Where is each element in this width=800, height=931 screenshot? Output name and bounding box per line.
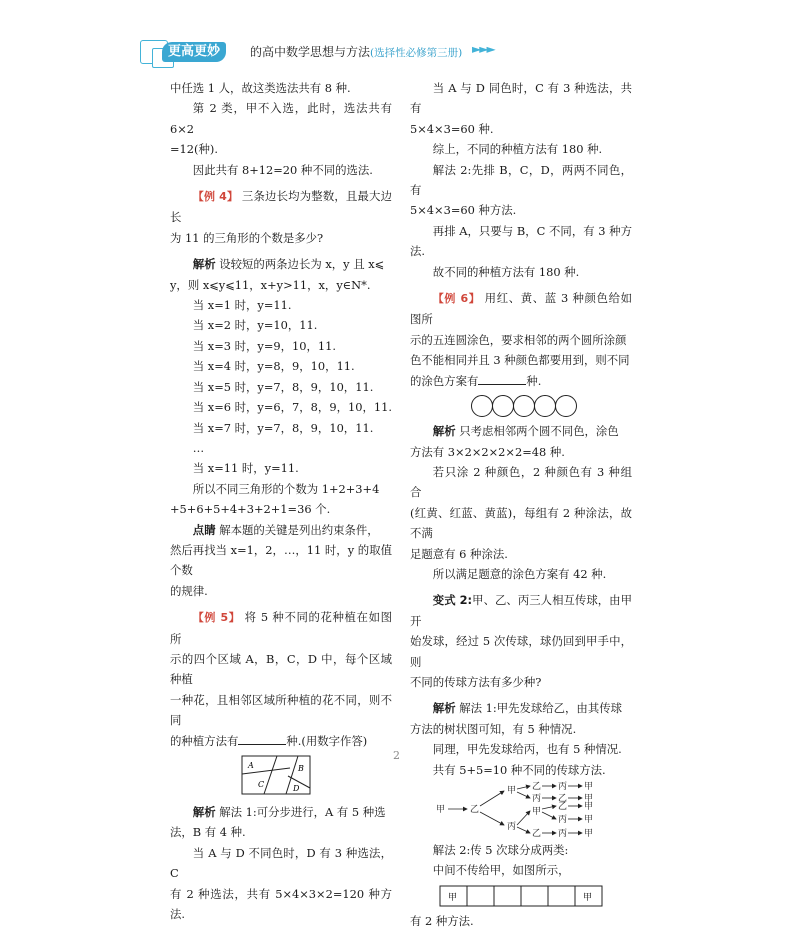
- region-label: B: [298, 764, 304, 773]
- tree-node: 乙: [532, 829, 542, 839]
- tree-node: 丙: [532, 794, 542, 804]
- text-line: 解法 2:传 5 次球分成两类:: [432, 843, 569, 857]
- text-line: 中间不传给甲，如图所示，: [432, 863, 570, 878]
- text-line: (红黄、红蓝、黄蓝)，每组有 2 种涂法，故不满: [410, 505, 632, 541]
- text-line: 所以满足题意的涂色方案有 42 种.: [432, 566, 607, 581]
- page-header: [140, 38, 560, 68]
- book-title: [250, 43, 462, 60]
- case-line: 当 x=11 时，y=11.: [192, 461, 299, 476]
- example-4-question: 【例 4】 三条边长均为整数，且最大边长: [170, 189, 393, 225]
- example-5-solution: 解析 解法 1:可分步进行，A 有 5 种选: [192, 805, 386, 819]
- text-line: =12(种).: [170, 142, 218, 157]
- variant-2-question: 变式 2:甲、乙、丙三人相互传球，由甲开: [410, 593, 632, 628]
- text-line: 不同的传球方法有多少种?: [410, 674, 542, 689]
- text-line: 所以不同三角形的个数为 1+2+3+4: [192, 481, 380, 496]
- tree-node: 丙: [507, 822, 517, 832]
- text-line: 的涂色方案有 种.: [410, 373, 542, 388]
- region-label: C: [258, 780, 265, 789]
- text-line: 共有 5+5=10 种不同的传球方法.: [432, 762, 606, 777]
- tree-node: 甲: [584, 829, 594, 839]
- text-line: 综上，不同的种植方法有 180 种.: [432, 142, 603, 157]
- tree-node: 乙: [558, 794, 568, 804]
- example-4-solution: 解析 设较短的两条边长为 x，y 且 x⩽: [192, 257, 385, 272]
- text-line: 当 A 与 D 不同色时，D 有 3 种选法，C: [170, 845, 392, 881]
- example-6-solution: 解析 只考虑相邻两个圆不同色，涂色: [432, 424, 619, 439]
- answer-blank: [478, 372, 526, 385]
- text-line: 因此共有 8+12=20 种不同的选法.: [192, 162, 373, 177]
- tree-node: 甲: [584, 794, 594, 804]
- text-line: 第 2 类，甲不入选，此时，选法共有 6×2: [170, 101, 392, 136]
- text-line: 示的五连圆涂色，要求相邻的两个圆所涂颜: [410, 332, 627, 347]
- tree-node: 甲: [507, 786, 517, 796]
- solution-label: 解析: [192, 257, 216, 272]
- case-line: 当 x=5 时，y=7，8，9，10，11.: [192, 379, 374, 394]
- region-figure: [170, 754, 392, 798]
- text-line: 若只涂 2 种颜色，2 种颜色有 3 种组合: [410, 464, 632, 500]
- tree-node: 丙: [558, 782, 568, 792]
- region-label: D: [293, 784, 300, 793]
- tree-node: 乙: [532, 782, 542, 792]
- text-line: 始发球，经过 5 次传球，球仍回到甲手中，则: [410, 634, 632, 669]
- text-line: 为 11 的三角形的个数是多少?: [170, 230, 324, 245]
- tree-node: 甲: [436, 805, 446, 815]
- text-line: 足题意有 6 种涂法.: [410, 546, 508, 561]
- case-line: 当 x=6 时，y=6，7，8，9，10，11.: [192, 400, 392, 415]
- example-tag: 【例 4】: [192, 190, 239, 204]
- text-line: 有 2 种选法，共有 5×4×3×2=120 种方法.: [170, 886, 392, 922]
- text-line: 有 2 种方法.: [410, 913, 474, 928]
- page-number: 2: [393, 749, 400, 762]
- solution-label: 解析: [432, 424, 456, 439]
- example-tag: 【例 6】: [432, 292, 481, 306]
- series-badge: 更高更妙: [162, 42, 226, 62]
- text-line: 当 A 与 D 同色时，C 有 3 种选法，共有: [410, 81, 632, 116]
- region-label: A: [248, 761, 254, 770]
- text-line: +5+6+5+4+3+2+1=36 个.: [170, 502, 331, 517]
- text-line: 5×4×3=60 种.: [410, 121, 494, 136]
- text-line: 色不能相同并且 3 种颜色都要用到，则不同: [410, 353, 630, 368]
- book-title-main: 的高中数学思想与方法: [250, 45, 371, 59]
- text-line: 方法有 3×2×2×2×2=48 种.: [410, 444, 565, 459]
- box-label: 甲: [448, 892, 458, 903]
- text-line: 方法的树状图可知，有 5 种情况.: [410, 721, 577, 736]
- tree-node: 甲: [584, 815, 594, 825]
- variant-tag: 变式 2:: [432, 593, 473, 608]
- box-label: 甲: [583, 892, 593, 903]
- text-line: 然后再找当 x=1，2，…，11 时，y 的取值个数: [170, 542, 392, 578]
- case-line: 当 x=4 时，y=8，9，10，11.: [192, 359, 355, 374]
- case-line: 当 x=1 时，y=11.: [192, 298, 292, 313]
- pass-boxes-figure: [410, 883, 632, 909]
- tree-node: 甲: [584, 782, 594, 792]
- text-line: 同理，甲先发球给丙，也有 5 种情况.: [432, 742, 622, 757]
- tree-diagram: [410, 781, 632, 839]
- five-circles-figure: [410, 393, 632, 419]
- text-line: 再排 A，只要与 B，C 不同，有 3 种方法.: [410, 223, 632, 259]
- text-line: 的种植方法有 种.(用数字作答): [170, 733, 368, 748]
- text-line: 中任选 1 人，故这类选法共有 8 种.: [170, 81, 351, 95]
- book-title-sub: (选择性必修第三册): [370, 47, 463, 59]
- text-line: 法，B 有 4 种.: [170, 825, 246, 840]
- variant-2-solution: 解析 解法 1:甲先发球给乙，由其传球: [432, 701, 622, 716]
- tree-node: 甲: [532, 807, 542, 817]
- example-tag: 【例 5】: [192, 611, 241, 625]
- solution-label: 解析: [192, 805, 216, 819]
- text-line: y，则 x⩽y⩽11，x+y>11，x，y∈N*.: [170, 277, 371, 292]
- tree-node: 甲: [584, 802, 594, 812]
- text-line: 一种花，且相邻区域所种植的花不同，则不同: [170, 692, 392, 728]
- case-line: 当 x=2 时，y=10，11.: [192, 318, 318, 333]
- tree-node: 乙: [558, 802, 568, 812]
- text-line: 5×4×3=60 种方法.: [410, 203, 517, 218]
- arrows-icon: ►►►: [472, 42, 494, 56]
- key-point-label: 点睛: [192, 522, 216, 537]
- left-column: [170, 78, 392, 924]
- right-column: [410, 78, 632, 931]
- key-point: 点睛 解本题的关键是列出约束条件，: [192, 522, 379, 537]
- answer-blank: [238, 732, 286, 745]
- case-line: 当 x=7 时，y=7，8，9，10，11.: [192, 420, 374, 435]
- case-line: 当 x=3 时，y=9，10，11.: [192, 338, 337, 353]
- tree-node: 丙: [558, 829, 568, 839]
- ellipsis-line: …: [192, 440, 205, 455]
- text-line: 解法 2:先排 B，C，D，两两不同色，有: [410, 162, 632, 198]
- text-line: 示的四个区域 A，B，C，D 中，每个区域种植: [170, 651, 392, 687]
- solution-label: 解析: [432, 701, 456, 716]
- text-line: 故不同的种植方法有 180 种.: [432, 264, 580, 279]
- example-5-question: 【例 5】 将 5 种不同的花种植在如图所: [170, 610, 392, 646]
- text-line: 的规律.: [170, 583, 208, 598]
- tree-node: 丙: [558, 815, 568, 825]
- tree-node: 乙: [470, 805, 480, 815]
- example-6-question: 【例 6】 用红、黄、蓝 3 种颜色给如图所: [410, 291, 632, 327]
